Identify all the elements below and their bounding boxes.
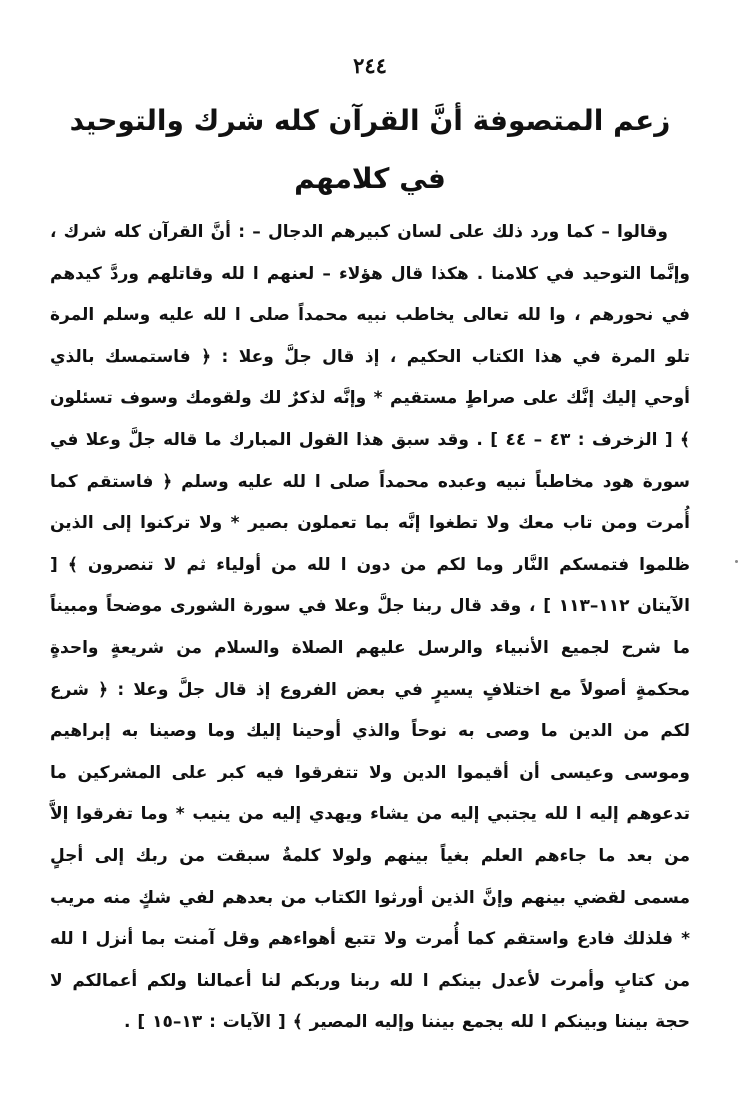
chapter-title: زعم المتصوفة أنَّ القرآن كله شرك والتوحيد في كلامهم bbox=[69, 104, 671, 195]
page-number: ٢٤٤ bbox=[353, 53, 387, 78]
scan-speck bbox=[735, 560, 738, 563]
body-paragraph: وقالوا – كما ورد ذلك على لسان كبيرهم الدجال – : أنَّ القرآن كله شرك ، وإنَّما التوحيد في كلامنا . هكذا قال هؤلاء – لعنهم ا لله وقاتلهم وردَّ كيدهم في نحورهم ، وا لله تعالى يخاطب نبيه محمداً صلى ا لله عليه وسلم المرة تلو المرة في هذا الكتاب الحكيم ، إذ قال جلَّ وعلا : ﴿ فاستمسك بالذي أوحي إليك إنَّك على صراطٍ مستقيم * وإنَّه لذكرٌ لك ولقومك وسوف تسئلون ﴾ [ الزخرف : ٤٣ – ٤٤ ] . وقد سبق هذا القول المبارك ما قاله جلَّ وعلا في سورة هود مخاطباً نبيه وعبده محمداً صلى ا لله عليه وسلم ﴿ فاستقم كما أُمرت ومن تاب معك ولا تطغوا إنَّه بما تعملون بصير * ولا تركنوا إلى الذين ظلموا فتمسكم النَّار وما لكم من دون ا لله من أولياء ثم لا تنصرون ﴾ [ الآيتان ١١٢–١١٣ ] ، وقد قال ربنا جلَّ وعلا في سورة الشورى موضحاً ومبيناً ما شرح لجميع الأنبياء والرسل عليهم الصلاة والسلام من شريعةٍ واحدةٍ محكمةٍ أصولاً مع اختلافٍ يسيرٍ في بعض الفروع إذ قال جلَّ وعلا : ﴿ شرع لكم من الدين ما وصى به نوحاً والذي أوحينا إليك وما وصينا به إبراهيم وموسى وعيسى أن أقيموا الدين ولا تتفرقوا فيه كبر على المشركين ما تدعوهم إليه ا لله يجتبي إليه من يشاء ويهدي إليه من ينيب * وما تفرقوا إلاَّ من بعد ما جاءهم العلم بغياً بينهم ولولا كلمةٌ سبقت من ربك إلى أجلٍ مسمى لقضي بينهم وإنَّ الذين أورثوا الكتاب من بعدهم لفي شكٍ منه مريب * فلذلك فادع واستقم كما أُمرت ولا تتبع أهواءهم وقل آمنت بما أنزل ا لله من كتابٍ وأمرت لأعدل بينكم ا لله ربنا وربكم لنا أعمالنا ولكم أعمالكم لا حجة بيننا وبينكم ا لله يجمع بيننا وإليه المصير ﴾ [ الآيات : ١٣–١٥ ] . bbox=[50, 222, 690, 1033]
